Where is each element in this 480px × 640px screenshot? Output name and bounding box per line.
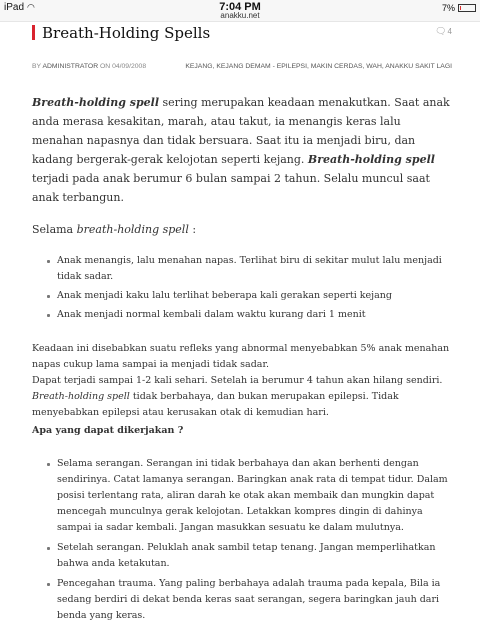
cause-line-3	[32, 389, 450, 421]
cause-line-2: Dapat terjadi sampai 1-2 kali sehari. Setelah ia berumur 4 tahun akan hilang sendiri.	[32, 375, 443, 386]
meta-author-link[interactable]: ADMINISTRATOR	[42, 63, 99, 70]
article-body	[32, 93, 450, 628]
battery-percent: 7%	[441, 3, 455, 13]
list-item: Setelah serangan. Peluklah anak sambil tetap tenang. Jangan memperlihatkan bahwa anda ketakutan.	[47, 540, 450, 572]
term-italic: Breath-holding spell	[32, 391, 130, 402]
device-name: iPad	[4, 2, 25, 13]
paragraph-cause	[32, 341, 450, 421]
list-item: Anak menjadi normal kembali dalam waktu kurang dari 1 menit	[47, 307, 450, 323]
title-accent-bar	[32, 25, 35, 40]
battery-level	[460, 6, 461, 10]
term-bold: Breath-holding spell	[32, 96, 160, 109]
status-right	[442, 3, 476, 13]
meta-by: BY	[32, 63, 41, 70]
term-bold: Breath-holding spell	[307, 153, 435, 166]
address-bar-url[interactable]: anakku.net	[220, 11, 260, 20]
article-header	[32, 24, 452, 42]
comment-icon: 🗨	[435, 26, 447, 36]
action-list	[47, 456, 450, 624]
intro-text: sering merupakan keadaan menakutkan. Saat anak anda merasa kesakitan, marah, atau takut, ia menangis keras lalu menahan napasnya dan tidak bersuara. Saat itu ia menjadi biru, dan kadang bergerak-gerak kelojotan seperti kejang.	[32, 96, 450, 166]
symptom-list	[47, 253, 450, 323]
cause-line-1: Keadaan ini disebabkan suatu refleks yang abnormal menyebabkan 5% anak menahan napas cukup lama sampai ia menjadi tidak sadar.	[32, 343, 450, 370]
article-meta	[32, 63, 452, 70]
list-item: Selama serangan. Serangan ini tidak berbahaya dan akan berhenti dengan sendirinya. Catat lamanya serangan. Baringkan anak rata di tempat tidur. Dalam posisi terlentang rata, aliran darah ke otak akan membaik dan mungkin dapat mencegah munculnya gerak kelojotan. Letakkan kompres dingin di dahinya sampai ia sadar kembali. Jangan masukkan sesuatu ke dalam mulutnya.	[47, 456, 450, 536]
paragraph-during	[32, 220, 450, 239]
list-item: Anak menangis, lalu menahan napas. Terlihat biru di sekitar mulut lalu menjadi tidak sadar.	[47, 253, 450, 285]
wifi-icon: ◠	[27, 2, 35, 12]
page-title: Breath-Holding Spells	[42, 24, 211, 42]
status-time: 7:04 PM	[219, 1, 261, 13]
during-prefix: Selama	[32, 223, 77, 236]
meta-categories-links[interactable]: KEJANG, KEJANG DEMAM - EPILEPSI, MAKIN CERDAS, WAH, ANAKKU SAKIT LAGI	[185, 63, 452, 70]
term-italic: breath-holding spell	[76, 223, 189, 236]
paragraph-intro	[32, 93, 450, 207]
battery-icon	[458, 4, 476, 12]
section-heading: Apa yang dapat dikerjakan ?	[32, 425, 184, 436]
status-bar	[0, 0, 480, 22]
comment-count-link[interactable]	[435, 26, 452, 37]
comment-count: 4	[447, 27, 452, 36]
cause-line-3-text: tidak berbahaya, dan bukan merupakan epilepsi. Tidak menyebabkan epilepsi atau kerusakan otak di kemudian hari.	[32, 391, 399, 418]
list-item: Anak menjadi kaku lalu terlihat beberapa kali gerakan seperti kejang	[47, 288, 450, 304]
meta-date: ON 04/09/2008	[100, 63, 147, 70]
list-item: Pencegahan trauma. Yang paling berbahaya adalah trauma pada kepala, Bila ia sedang berdiri di dekat benda keras saat serangan, segera baringkan jauh dari benda yang keras.	[47, 576, 450, 624]
intro-text-2: terjadi pada anak berumur 6 bulan sampai 2 tahun. Selalu muncul saat anak terbangun.	[32, 172, 430, 204]
during-suffix: :	[188, 223, 197, 236]
